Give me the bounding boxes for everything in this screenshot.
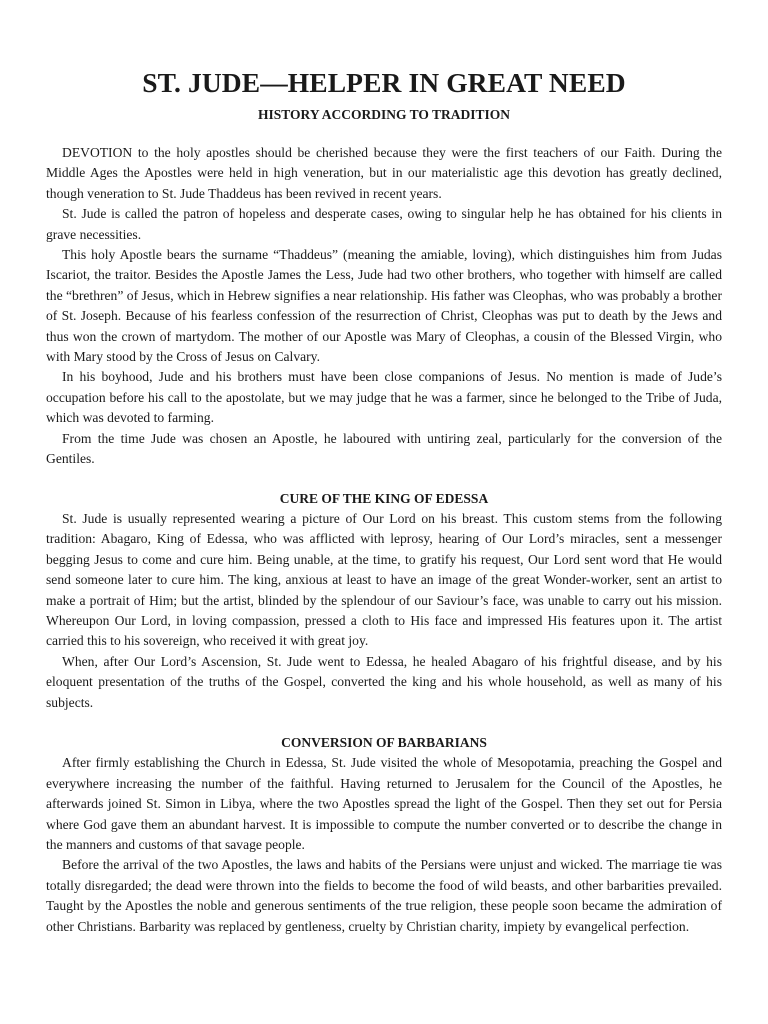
section-conversion-of-barbarians <box>46 733 722 937</box>
paragraph: This holy Apostle bears the surname “Thaddeus” (meaning the amiable, loving), which distinguishes him from Judas Iscariot, the traitor. Besides the Apostle James the Less, Jude had two other brothers, who together with himself are called the “brethren” of Jesus, which in Hebrew signifies a near relationship. His father was Cleophas, who was probably a brother of St. Joseph. Because of his fearless confession of the resurrection of Christ, Cleophas was put to death by the Jews and thus won the crown of martydom. The mother of our Apostle was Mary of Cleophas, a cousin of the Blessed Virgin, who with Mary stood by the Cross of Jesus on Calvary. <box>46 247 722 365</box>
paragraph: Before the arrival of the two Apostles, the laws and habits of the Persians were unjust and wicked. The marriage tie was totally disregarded; the dead were thrown into the fields to become the food of wild beasts, and other barbarities prevailed. Taught by the Apostles the noble and generous sentiments of the true religion, these people soon became the admiration of other Christians. Barbarity was replaced by gentleness, cruelty by Christian charity, impiety by evangelical perfection. <box>46 857 722 934</box>
paragraph: In his boyhood, Jude and his brothers must have been close companions of Jesus. No mention is made of Jude’s occupation before his call to the apostolate, but we may judge that he was a farmer, since he belonged to the Tribe of Juda, which was devoted to farming. <box>46 369 722 426</box>
paragraph: From the time Jude was chosen an Apostle, he laboured with untiring zeal, particularly for the conversion of the Gentiles. <box>46 430 722 467</box>
document-title: ST. JUDE—HELPER IN GREAT NEED <box>142 67 626 98</box>
paragraph: St. Jude is usually represented wearing a picture of Our Lord on his breast. This custom stems from the following tradition: Abagaro, King of Edessa, who was afflicted with leprosy, hearing of Our Lord’s miracles, sent a messenger begging Jesus to come and cure him. Being unable, at the time, to gratify his request, Our Lord sent word that He would send someone later to cure him. The king, anxious at least to have an image of the great Wonder-worker, sent an artist to make a portrait of Him; but the artist, blinded by the splendour of our Saviour’s face, was unable to carry out his mission. Whereupon Our Lord, in loving compassion, pressed a cloth to His face and impressed His features upon it. The artist carried this to his sovereign, who received it with great joy. <box>46 510 722 649</box>
document-subtitle: HISTORY ACCORDING TO TRADITION <box>258 107 510 122</box>
section-heading: CURE OF THE KING OF EDESSA <box>279 490 489 506</box>
section-cure-of-king <box>46 489 722 713</box>
section-history <box>46 143 722 470</box>
paragraph: DEVOTION to the holy apostles should be cherished because they were the first teachers of our Faith. During the Middle Ages the Apostles were held in high veneration, but in our materialistic age this devotion has greatly declined, though veneration to St. Jude Thaddeus has been revived in recent years. <box>46 145 722 201</box>
document-page <box>46 66 722 937</box>
section-heading: CONVERSION OF BARBARIANS <box>281 734 487 750</box>
paragraph: After firmly establishing the Church in Edessa, St. Jude visited the whole of Mesopotamia, preaching the Gospel and everywhere increasing the number of the faithful. Having returned to Jerusalem for the Council of the Apostles, he afterwards joined St. Simon in Libya, where the two Apostles spread the light of the Gospel. Then they set out for Persia where God gave them an abundant harvest. It is impossible to compute the number converted or to describe the change in the manners and customs of that savage people. <box>46 755 722 852</box>
paragraph: When, after Our Lord’s Ascension, St. Jude went to Edessa, he healed Abagaro of his frightful disease, and by his eloquent presentation of the truths of the Gospel, converted the king and his whole household, as well as many of his subjects. <box>46 653 722 710</box>
paragraph: St. Jude is called the patron of hopeless and desperate cases, owing to singular help he has obtained for his clients in grave necessities. <box>46 206 722 242</box>
